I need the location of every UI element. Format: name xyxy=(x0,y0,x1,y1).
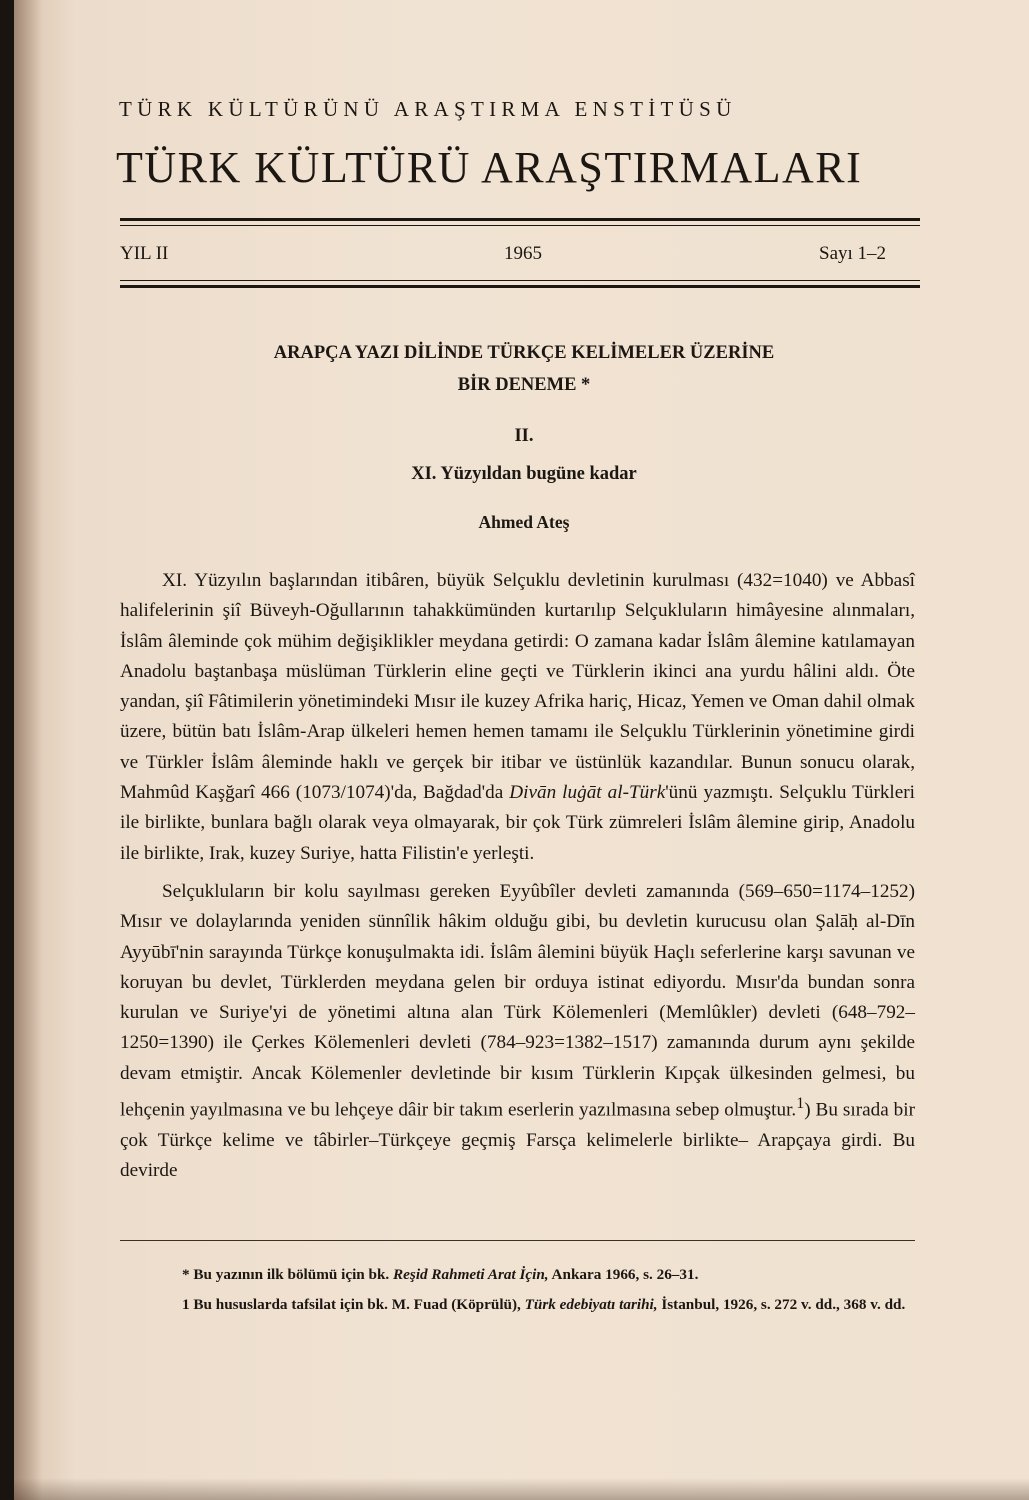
footnote-1 xyxy=(120,1292,915,1318)
institute-name: TÜRK KÜLTÜRÜNÜ ARAŞTIRMA ENSTİTÜSÜ xyxy=(119,97,737,121)
paragraph-1 xyxy=(120,566,915,869)
paragraph-2-end: ) Bu sırada bir çok Türkçe kelime ve tâbirler–Türkçeye geçmiş Farsça kelimelerle birlikte– Arapçaya girdi. Bu devirde xyxy=(120,1099,915,1182)
journal-title: TÜRK KÜLTÜRÜ ARAŞTIRMALARI xyxy=(116,143,863,192)
work-title-divan: Divān luġāt al-Türk xyxy=(509,782,666,804)
header-rule-bottom-thick xyxy=(120,285,920,288)
issue-number: Sayı 1–2 xyxy=(819,243,887,264)
paragraph-1-end: 'ünü yazmıştı. Selçuklu Türkleri ile birlikte, bunlara bağlı olarak veya olmayarak, bir çok Türk zümreleri İslâm âlemine girip, Anadolu ile birlikte, Irak, kuzey Suriye, hatta Filistin'e yerleşti. xyxy=(120,782,916,864)
page-bottom-edge xyxy=(14,1478,1029,1500)
article-title-line1: ARAPÇA YAZI DİLİNDE TÜRKÇE KELİMELER ÜZERİNE xyxy=(273,343,775,363)
footnote-star-text: * Bu yazının ilk bölümü için bk. xyxy=(182,1266,394,1283)
paragraph-2 xyxy=(120,877,915,1186)
footnotes xyxy=(120,1262,915,1318)
publication-year: 1965 xyxy=(504,243,542,264)
footnote-reference: 1 xyxy=(796,1095,805,1113)
header-rule-top-thick xyxy=(120,218,920,221)
article-part-number: II. xyxy=(514,426,534,446)
spine-shadow xyxy=(14,0,42,1500)
footnote-1-citation: Türk edebiyatı tarihi, xyxy=(524,1296,658,1313)
footnote-1-text: 1 Bu hususlarda tafsilat için bk. M. Fuad (Köprülü), xyxy=(182,1296,525,1313)
header-rule-top-thin xyxy=(120,225,920,226)
article-author: Ahmed Ateş xyxy=(478,512,570,532)
scanned-page xyxy=(14,0,1029,1500)
footnote-star xyxy=(120,1262,915,1288)
article-title-line2: BİR DENEME * xyxy=(457,375,591,395)
footnote-star-citation: Reşid Rahmeti Arat İçin, xyxy=(393,1266,549,1283)
paragraph-2-text: Selçukluların bir kolu sayılması gereken Eyyûbîler devleti zamanında (569–650=1174–1252) Mısır ve dolaylarında yeniden sünnîlik hâkim olduğu gibi, bu devletin kurucusu olan Şalāḥ al-Dīn Ayyūbī'nin sarayında Türkçe konuşulmakta idi. İslâm âlemini büyük Haçlı seferlerine karşı savunan ve koruyan bu devlet, Türklerden meydana gelen bir orduya istinat ediyordu. Mısır'da bundan sonra kurulan ve Suriye'yi de yönetimi altına alan Türk Kölemenleri (Memlûkler) devleti (648–792–1250=1390) ile Çerkes Kölemenleri devleti (784–923=1382–1517) zamanında durum aynı şekilde devam etmiştir. Ancak Kölemenler devletinde bir kısım Türklerin Kıpçak ülkesinden gelmesi, bu lehçenin yayılmasına ve bu lehçeye dâir bir takım eserlerin yazılmasına sebep olmuştur. xyxy=(120,880,915,1121)
article-subtitle: XI. Yüzyıldan bugüne kadar xyxy=(411,464,637,484)
header-rule-bottom-thin xyxy=(120,280,920,281)
footnote-1-end: İstanbul, 1926, s. 272 v. dd., 368 v. dd. xyxy=(657,1296,906,1313)
article-body xyxy=(120,566,915,1186)
footnote-star-end: Ankara 1966, s. 26–31. xyxy=(548,1266,699,1283)
paragraph-1-text: XI. Yüzyılın başlarından itibâren, büyük Selçuklu devletinin kurulması (432=1040) ve Abbasî halifelerinin şiî Büveyh-Oğullarının tahakkümünden kurtarılıp Selçukluların himâyesine alınmaları, İslâm âleminde çok mühim değişiklikler meydana getirdi: O zamana kadar İslâm âlemine katılamayan Anadolu baştanbaşa müslüman Türklerin eline geçti ve Türklerin ikinci ana yurdu hâlini aldı. Öte yandan, şiî Fâtimilerin yönetimindeki Mısır ile kuzey Afrika hariç, Hicaz, Yemen ve Oman dahil olmak üzere, bütün batı İslâm-Arap ülkeleri hemen hemen tamamı ile Selçuklu Türklerinin yönetimine girdi ve Türkler İslâm âleminde haklı ve gerçek bir itibar ve üstünlük kazandılar. Bunun sonucu olarak, Mahmûd Kaşğarî 466 (1073/1074)'da, Bağdad'da xyxy=(120,570,915,804)
volume-year-label: YIL II xyxy=(120,243,169,264)
footnote-separator xyxy=(120,1240,915,1241)
